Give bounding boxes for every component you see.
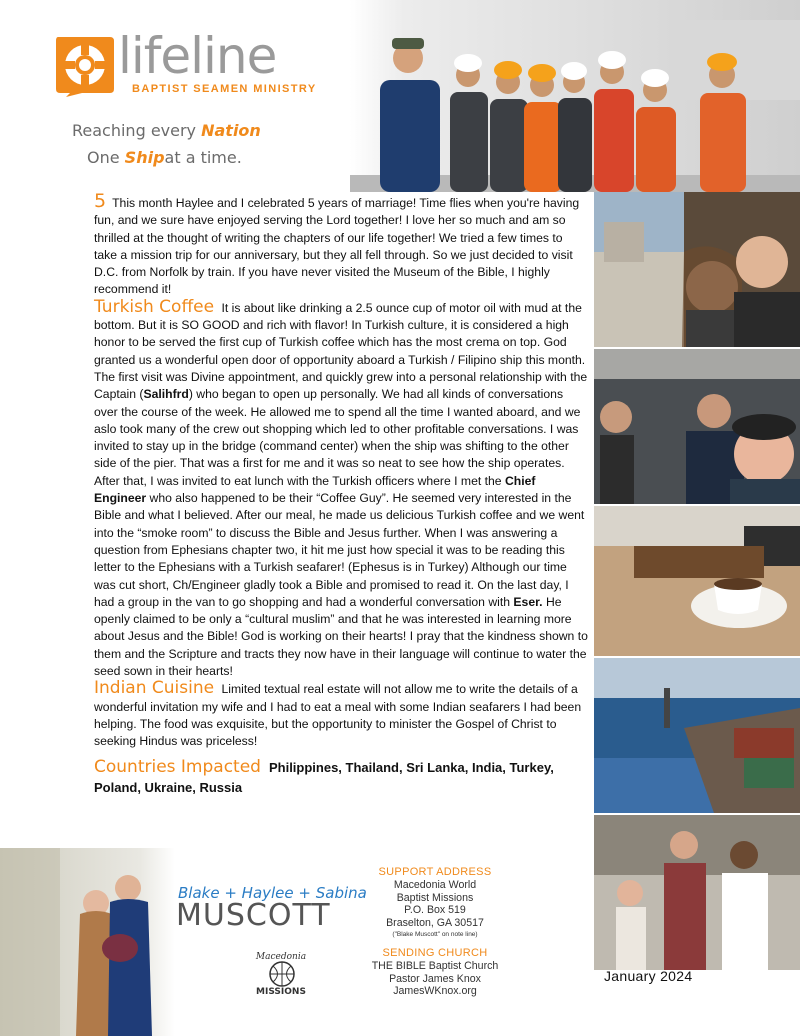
support-block [360,866,510,998]
macedonia-missions-logo [242,950,320,996]
captain-name: Salihfrd [143,387,189,402]
ship-harbor-photo [594,658,800,813]
lifebuoy-icon [52,33,116,97]
support-note: ("Blake Muscott" on note line) [392,930,478,938]
support-line-1: Macedonia World [393,878,477,891]
tagline-line-1: Reaching every Nation [72,121,261,140]
church-line-1: THE BIBLE Baptist Church [371,959,499,972]
newsletter-body [94,190,588,798]
support-line-4: Braselton, GA 30517 [386,917,484,930]
family-surname: MUSCOTT [176,898,331,933]
support-label: SUPPORT ADDRESS [378,866,492,878]
support-line-2: Baptist Missions [396,891,474,904]
church-website-link[interactable]: JamesWKnox.org [393,985,477,998]
mission-logo-text: Macedonia [255,952,307,962]
turkish-coffee-heading: Turkish Coffee [94,296,215,317]
brand-subtitle: BAPTIST SEAMEN MINISTRY [132,83,317,95]
countries-paragraph [94,757,588,798]
lifeline-logo [52,27,317,103]
chief-engineer: Chief Engineer [94,473,536,506]
countries-list: Philippines, Thailand, Sri Lanka, India, Turkey, Poland, Ukraine, Russia [94,759,554,795]
svg-text:MISSIONS: MISSIONS [256,987,306,996]
turkish-coffee-paragraph [94,296,588,681]
indian-cuisine-heading: Indian Cuisine [94,678,215,699]
crew-photo [350,0,800,192]
anniversary-text: This month Haylee and I celebrated 5 years of marriage! Time flies when you're having fun, and we sure have enjoyed serving the Lord together! I love her so much and am so thrilled at the thought of writing the chapters of our life together! We tried a few times to take a mission trip for our anniversary, but they all fell through. So we just decided to visit D.C. from Norfolk by train. If you have never visited the Museum of the Bible, I highly recommend it! [94,196,580,297]
turkish-coffee-photo [594,506,800,656]
indian-cuisine-text: Limited textual real estate will not allow me to write the details of a wonderful invitation my wife and I had to eat a meal with some Indian seafarers I had been helping. The food was exquisite, but the opportunity to minister the Gospel of Christ to seeking Hindus was priceless! [94,682,582,749]
tagline [72,117,312,171]
indian-seafarers-photo [594,815,800,970]
church-line-2: Pastor James Knox [389,972,481,985]
tagline-line-2: One Shipat a time. [87,148,242,167]
anniversary-paragraph [94,190,588,299]
anniversary-heading: 5 [94,190,107,212]
countries-heading: Countries Impacted [94,756,261,777]
brand-name: lifeline [118,27,277,85]
newsletter-date: January 2024 [604,968,693,984]
van-selfie-photo [594,349,800,504]
coffee-text-3: who also happened to be their “Coffee Guy”. He seemed very interested in the Bible and what I believed. After our meal, he made us delicious Turkish coffee and we went into the “smoke room” to discuss the Bible and Jesus further. When I was answering a question from Ephesians chapter two, it hit me just how special it was to be reading this letter to the Ephesians with a Turkish seafarer! (Ephesus is in Turkey) Although our time was cut short, Ch/Engineer gladly took a Bible and promised to read it. On the last day, I had a group in the van to go shopping and had a wonderful conversation with [94,491,585,609]
coffee-text-4: He openly claimed to be only a “cultural muslim” and that he was interested in learning more about Jesus and the Bible! God is working on their hearts! I pray that the kindness shown to them and the Scripture and tracts they now have in their language will continue to water the seed sown in their hearts! [94,594,588,679]
indian-cuisine-paragraph [94,680,588,750]
coffee-text-2: ) who began to open up personally. We had all kinds of conversations over the course of the week. He allowed me to spend all the time I wanted aboard, and we aslo took many of the crew out shopping which led to other profitable conversations. I was invited to stay up in the bridge (command center) when the ship was shifting to the other side of the pier. That was a first for me and it was so neat to see how the ship operates. After that, I was invited to eat lunch with the Turkish officers where I met the [94,387,581,488]
coffee-text-1: It is about like drinking a 2.5 ounce cup of motor oil with mud at the bottom. But it is SO GOOD and rich with flavor! In Turkish culture, it is considered a high honor to be served the first cup of Turkish coffee which has the most crema on top. God granted us a wonderful open door of opportunity aboard a Turkish / Filipino ship this month. The first visit was Divine appointment, and quickly grew into a personal relationship with the Captain ( [94,300,588,402]
family-first-names: Blake + Haylee + Sabina [178,884,367,902]
eser-name: Eser. [513,594,543,609]
church-label: SENDING CHURCH [382,946,488,959]
family-photo [0,848,175,1036]
support-line-3: P.O. Box 519 [404,904,466,917]
couple-dc-photo [594,192,800,347]
